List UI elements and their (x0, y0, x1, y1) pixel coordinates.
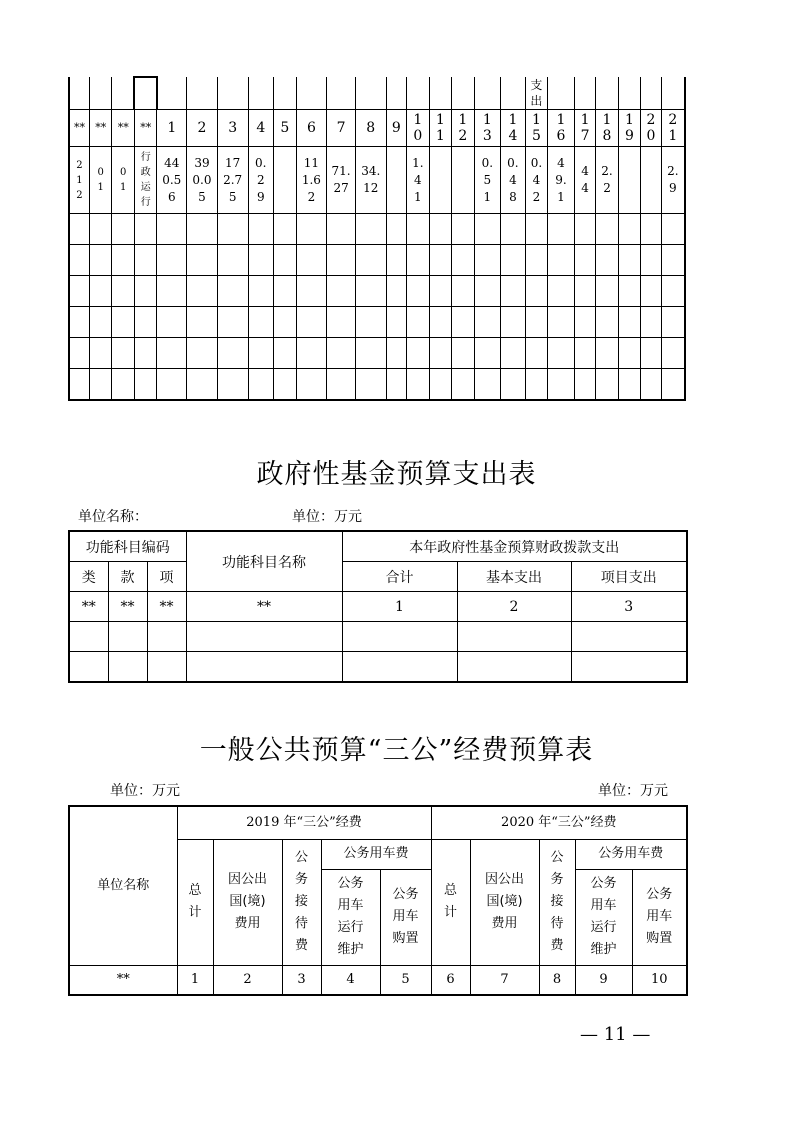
fund-budget-title: 政府性基金预算支出表 (256, 459, 537, 490)
header-cell: 2 (187, 110, 218, 147)
car-group-2020-header: 公务用车费 (575, 839, 687, 869)
name-header: 功能科目名称 (186, 531, 342, 592)
index-cell: 1 (177, 965, 213, 995)
car-buy-2019-header: 公务用车购置 (380, 869, 431, 965)
kuan-header: 款 (108, 562, 147, 592)
header-cell: 14 (501, 110, 526, 147)
header-cell: 17 (574, 110, 595, 147)
car-buy-2020-header: 公务用车购置 (632, 869, 687, 965)
data-cell (386, 147, 406, 214)
car-run-2019-header: 公务用车运行维护 (321, 869, 380, 965)
index-cell: ** (186, 592, 342, 622)
empty-row (69, 622, 687, 652)
data-cell: 0.42 (525, 147, 548, 214)
data-cell: 01 (112, 147, 135, 214)
empty-row (69, 245, 685, 276)
index-cell: 5 (380, 965, 431, 995)
index-cell: 3 (571, 592, 687, 622)
data-cell: 44 (574, 147, 595, 214)
empty-row (69, 652, 687, 683)
reception-2020-header: 公务接待费 (539, 839, 575, 965)
header-cell: 20 (641, 110, 661, 147)
data-cell: 390.05 (187, 147, 218, 214)
data-cell: 0.48 (501, 147, 526, 214)
reception-2019-header: 公务接待费 (282, 839, 321, 965)
index-cell: ** (69, 965, 177, 995)
header-cell: ** (89, 110, 112, 147)
data-cell (618, 147, 641, 214)
data-cell: 49.1 (548, 147, 575, 214)
unit-left-label: 单位：万元 (110, 783, 180, 799)
header-cell: ** (134, 110, 157, 147)
data-cell: 01 (89, 147, 112, 214)
header-cell: 15 (525, 110, 548, 147)
header-cell: 10 (407, 110, 430, 147)
index-cell: 3 (282, 965, 321, 995)
index-cell: ** (69, 592, 108, 622)
basic-header: 基本支出 (457, 562, 571, 592)
index-cell: 8 (539, 965, 575, 995)
code-group-header: 功能科目编码 (69, 531, 186, 562)
header-cell: 3 (217, 110, 248, 147)
data-cell: 212 (69, 147, 89, 214)
three-public-title: 一般公共预算“三公”经费预算表 (199, 735, 594, 766)
year-2020-header: 2020 年“三公”经费 (431, 806, 687, 839)
header-row (69, 806, 687, 839)
index-cell: ** (108, 592, 147, 622)
data-cell (641, 147, 661, 214)
header-cell: ** (69, 110, 89, 147)
unit-right-label: 单位：万元 (598, 783, 668, 799)
expenditure-group-header: 本年政府性基金预算财政拨款支出 (342, 531, 687, 562)
data-cell: 1.41 (407, 147, 430, 214)
abroad-2020-header: 因公出国(境)费用 (470, 839, 539, 965)
top-label: 支出 (525, 77, 548, 110)
data-cell: 2.2 (596, 147, 619, 214)
data-row (69, 147, 685, 214)
index-cell: 4 (321, 965, 380, 995)
unit-label: 单位：万元 (292, 509, 362, 525)
total-header: 合计 (342, 562, 457, 592)
data-cell (429, 147, 452, 214)
continued-expenditure-table (68, 76, 686, 401)
index-cell: 2 (457, 592, 571, 622)
car-run-2020-header: 公务用车运行维护 (575, 869, 632, 965)
header-row (69, 110, 685, 147)
empty-row (69, 214, 685, 245)
data-cell: 0.29 (248, 147, 274, 214)
unit-name-header: 单位名称 (69, 806, 177, 965)
data-cell: 行政运行 (134, 147, 157, 214)
header-cell: 1 (157, 110, 187, 147)
header-cell: 9 (386, 110, 406, 147)
page-number: — 11 — (580, 1024, 651, 1045)
header-cell: 21 (661, 110, 685, 147)
header-row (69, 562, 687, 592)
total-2020-header: 总计 (431, 839, 470, 965)
index-row (69, 965, 687, 995)
header-cell: 6 (296, 110, 327, 147)
data-cell: 111.62 (296, 147, 327, 214)
header-cell: 8 (355, 110, 386, 147)
index-cell: 9 (575, 965, 632, 995)
empty-row (69, 307, 685, 338)
index-cell: 1 (342, 592, 457, 622)
data-cell (274, 147, 297, 214)
header-row (69, 531, 687, 562)
index-cell: ** (147, 592, 186, 622)
index-cell: 10 (632, 965, 687, 995)
data-cell: 440.56 (157, 147, 187, 214)
header-cell: 13 (474, 110, 501, 147)
header-cell: 19 (618, 110, 641, 147)
header-cell: 4 (248, 110, 274, 147)
data-cell: 0.51 (474, 147, 501, 214)
data-cell: 172.75 (217, 147, 248, 214)
empty-row (69, 369, 685, 401)
empty-row (69, 276, 685, 307)
index-cell: 2 (213, 965, 282, 995)
header-cell: 11 (429, 110, 452, 147)
index-cell: 6 (431, 965, 470, 995)
abroad-2019-header: 因公出国(境)费用 (213, 839, 282, 965)
project-header: 项目支出 (571, 562, 687, 592)
data-cell (452, 147, 475, 214)
index-cell: 7 (470, 965, 539, 995)
header-cell: 18 (596, 110, 619, 147)
header-cell: 12 (452, 110, 475, 147)
lei-header: 类 (69, 562, 108, 592)
data-cell: 34.12 (355, 147, 386, 214)
total-2019-header: 总计 (177, 839, 213, 965)
data-cell: 71.27 (327, 147, 356, 214)
index-row (69, 592, 687, 622)
year-2019-header: 2019 年“三公”经费 (177, 806, 431, 839)
fund-budget-table (68, 530, 688, 683)
empty-row (69, 338, 685, 369)
car-group-2019-header: 公务用车费 (321, 839, 431, 869)
unit-name-label: 单位名称： (78, 509, 148, 525)
three-public-table (68, 805, 688, 996)
data-cell: 2.9 (661, 147, 685, 214)
header-cell: ** (112, 110, 135, 147)
xiang-header: 项 (147, 562, 186, 592)
header-cell: 5 (274, 110, 297, 147)
header-cell: 7 (327, 110, 356, 147)
top-row (69, 77, 685, 110)
header-cell: 16 (548, 110, 575, 147)
